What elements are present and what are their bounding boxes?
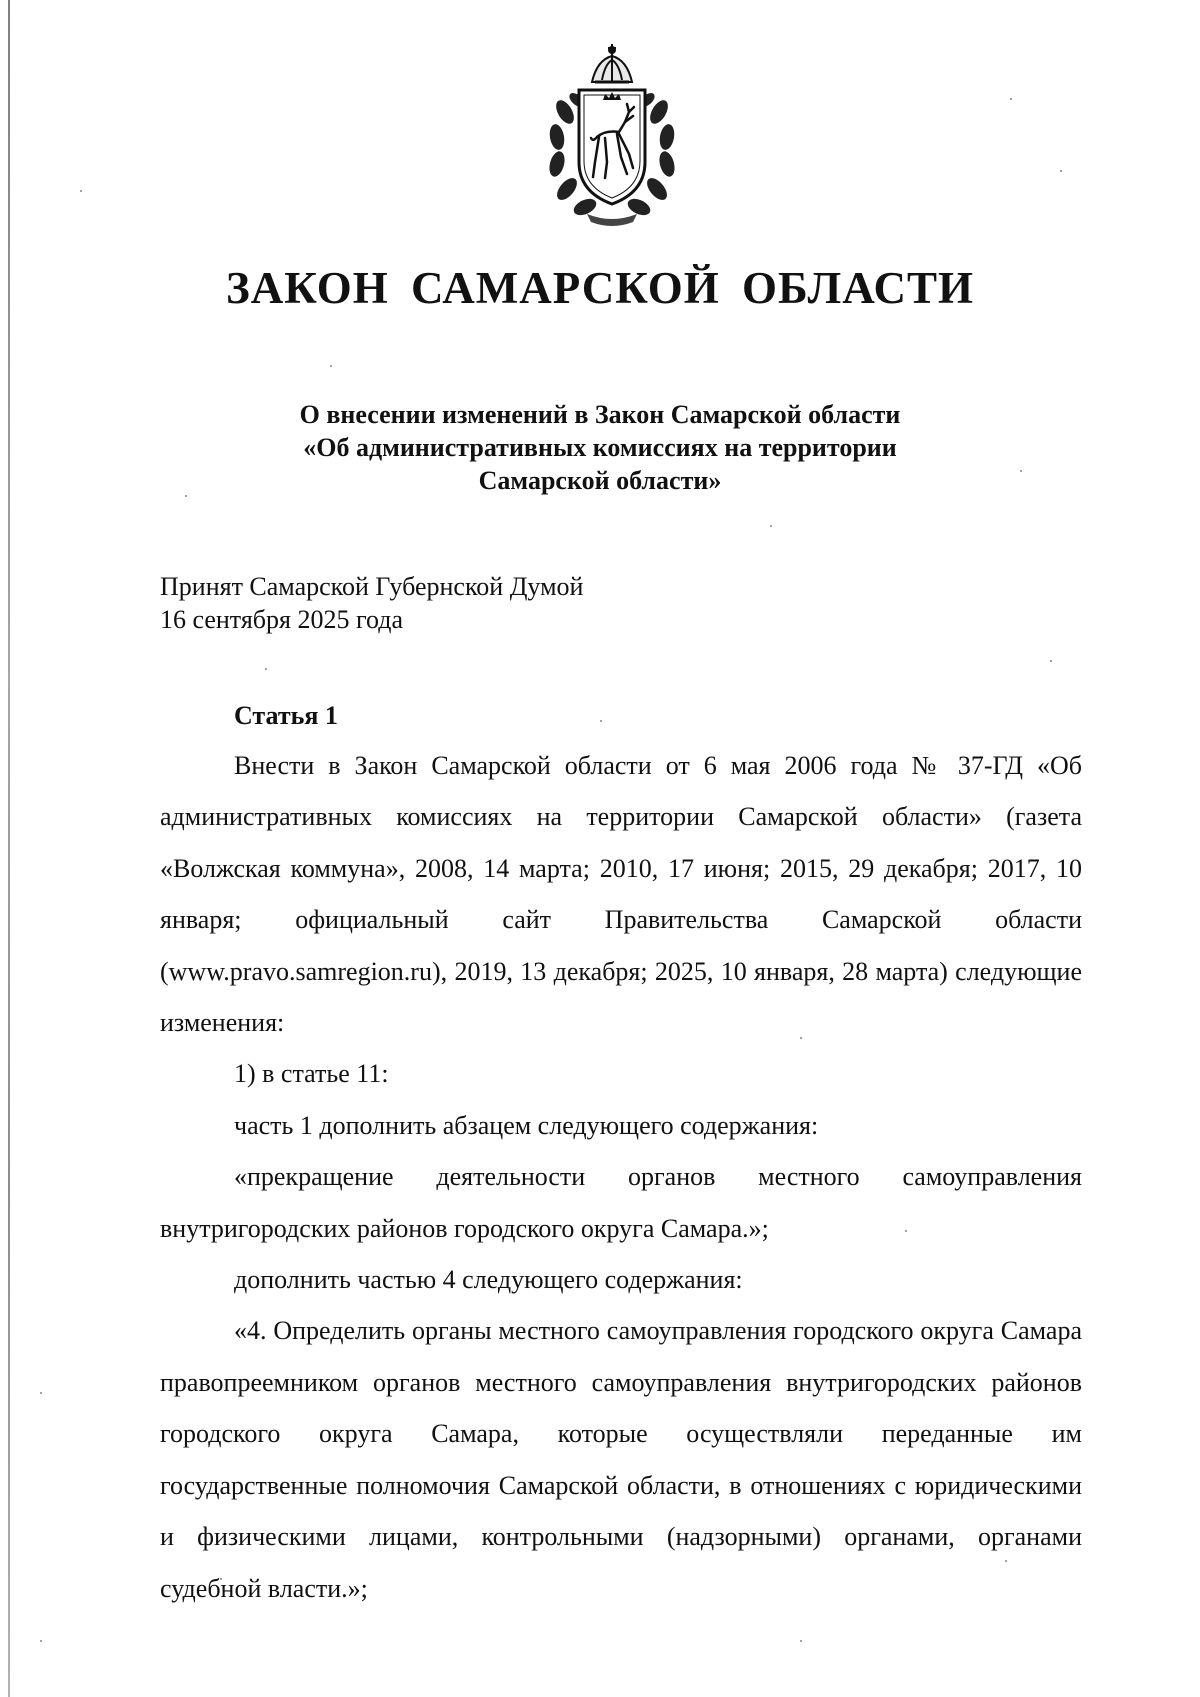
article-paragraph: «прекращение деятельности органов местного самоуправления внутригородских районов городского округа Самара.»; bbox=[160, 1162, 1082, 1243]
scan-speck bbox=[1020, 470, 1022, 472]
scan-speck bbox=[80, 190, 82, 192]
scan-speck bbox=[265, 668, 267, 670]
article-paragraph: часть 1 дополнить абзацем следующего содержания: bbox=[234, 1110, 819, 1140]
article-paragraph: «4. Определить органы местного самоуправления городского округа Самара правопреемником органов местного самоуправления внутригородских районов городского округа Самара, которые осуществляли переданные им государственные полномочия Самарской области, в отношениях с юридическими и физическими лицами, контрольными (надзорными) органами, органами судебной власти.»; bbox=[160, 1316, 1082, 1603]
subtitle-line: Самарской области» bbox=[478, 466, 722, 495]
adoption-body: Принят Самарской Губернской Думой bbox=[160, 572, 584, 601]
article-paragraph: 1) в статье 11: bbox=[234, 1059, 389, 1089]
subtitle-line: «Об административных комиссиях на территории bbox=[303, 433, 897, 462]
article-paragraph: дополнить частью 4 следующего содержания: bbox=[234, 1265, 743, 1295]
article-body bbox=[160, 740, 1082, 1614]
scan-speck bbox=[1010, 98, 1012, 100]
samara-coat-of-arms-emblem bbox=[537, 42, 687, 227]
scan-edge-line bbox=[8, 0, 10, 1697]
article-paragraph: Внести в Закон Самарской области от 6 мая 2006 года № 37-ГД «Об административных комиссиях на территории Самарской области» (газета «Волжская коммуна», 2008, 14 марта; 2010, 17 июня; 2015, 29 декабря; 2017, 10 января; официальный сайт Правительства Самарской области (www.pravo.samregion.ru), 2019, 13 декабря; 2025, 10 января, 28 марта) следующие изменения: bbox=[160, 751, 1082, 1038]
scan-speck bbox=[1050, 660, 1052, 662]
document-subtitle bbox=[250, 398, 950, 497]
adoption-date: 16 сентября 2025 года bbox=[160, 605, 404, 634]
scan-speck bbox=[185, 495, 187, 497]
scan-speck bbox=[330, 365, 332, 367]
scan-speck bbox=[40, 1392, 42, 1394]
scan-speck bbox=[770, 525, 772, 527]
subtitle-line: О внесении изменений в Закон Самарской области bbox=[299, 400, 901, 429]
adoption-note bbox=[160, 570, 583, 636]
scan-speck bbox=[40, 1640, 42, 1642]
article-heading: Статья 1 bbox=[234, 701, 338, 730]
scan-speck bbox=[800, 1640, 802, 1642]
document-title: ЗАКОН САМАРСКОЙ ОБЛАСТИ bbox=[226, 263, 974, 313]
scan-speck bbox=[1060, 170, 1062, 172]
scan-speck bbox=[600, 720, 602, 722]
